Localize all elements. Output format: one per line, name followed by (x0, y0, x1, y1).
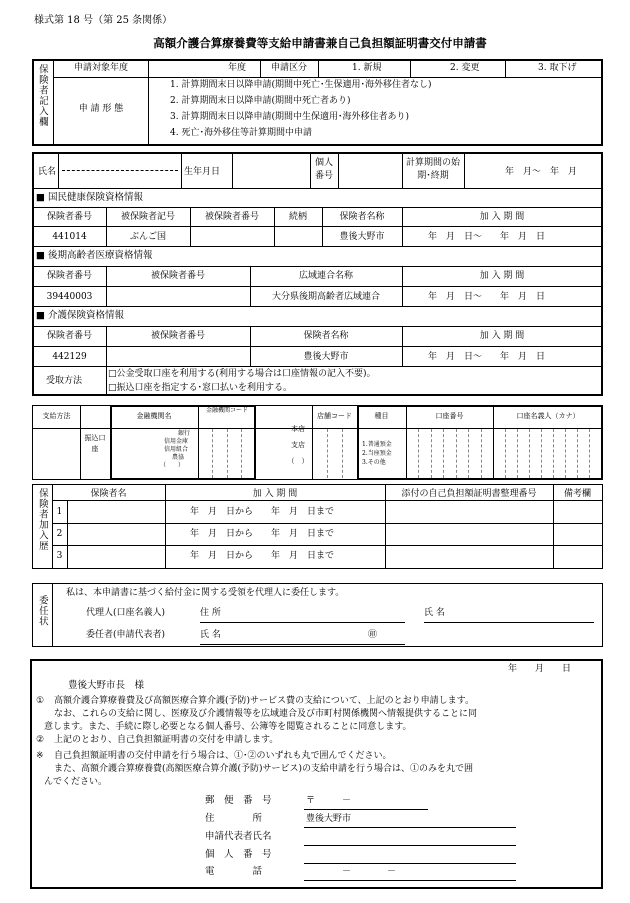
request-date[interactable]: 年 月 日 (508, 664, 572, 674)
agent-address-field[interactable] (225, 606, 403, 621)
account-number-label: 口座番号 (435, 412, 464, 420)
request-p1-line3: 意します。また、手続に際し必要となる個人番号、公簿等を閲覧されることに同意します。 (44, 722, 412, 732)
birth-date-label: 生年月日 (184, 167, 221, 177)
representative-name-label: 申請代表者氏名 (205, 831, 272, 842)
history-row-2-period[interactable]: 年 月 日から 年 月 日まで (190, 529, 335, 539)
account-holder-field[interactable] (494, 429, 602, 478)
care-insured-no-field[interactable] (107, 347, 249, 365)
agent-label: 代理人(口座名義人) (86, 608, 166, 618)
request-note-mark: ※ (36, 751, 44, 761)
account-type-ordinary[interactable]: 1.普通預金 (362, 441, 392, 448)
form-option-1[interactable]: 1. 計算期間末日以降申請(期間中死亡･生保適用･海外移住者なし) (170, 80, 432, 90)
elderly-union-name: 大分県後期高齢者広域連合 (271, 292, 380, 302)
address-label: 住 所 (205, 813, 263, 824)
bank-type-shinkumi: 信用組合 (164, 446, 189, 453)
account-holder-label: 口座名義人（カナ） (516, 412, 580, 420)
elderly-col-period: 加 入 期 間 (479, 271, 525, 281)
receipt-option-public[interactable]: □公金受取口座を利用する(利用する場合は口座情報の記入不要)。 (108, 369, 376, 379)
elderly-col-union: 広域連合名称 (298, 271, 353, 281)
account-type-other[interactable]: 3.その他 (362, 459, 386, 466)
request-p2: 上記のとおり、自己負担額証明書の交付を申請します。 (54, 735, 279, 745)
delegator-label: 委任者(申請代表者) (86, 630, 166, 640)
phone-field[interactable]: － － (342, 867, 397, 877)
request-personal-id-field[interactable] (306, 848, 516, 862)
history-row-3-insurer-field[interactable] (68, 546, 164, 567)
form-number: 様式第 18 号（第 25 条関係） (34, 15, 173, 26)
birth-date-field[interactable] (233, 154, 309, 187)
history-col-remarks: 備考欄 (563, 489, 591, 499)
elderly-col-insurer-no: 保険者番号 (46, 271, 92, 281)
history-row-3-no: 3 (56, 551, 63, 561)
personal-id-field[interactable] (339, 154, 401, 187)
account-type-current[interactable]: 2.当座預金 (362, 450, 392, 457)
national-insurer-name: 豊後大野市 (339, 232, 385, 242)
year-label: 年度 (228, 63, 247, 73)
calc-period-value[interactable]: 年 月～ 年 月 (505, 167, 578, 177)
national-insured-no-field[interactable] (191, 227, 273, 245)
calc-period-label: 計算期間の始期･終期 (405, 158, 460, 181)
care-col-insurer-name: 保険者名称 (303, 331, 349, 341)
form-option-4[interactable]: 4. 死亡･海外移住等計算期間中申請 (170, 128, 312, 138)
care-insurer-no: 442129 (52, 352, 87, 362)
agent-address-label: 住 所 (200, 608, 221, 618)
transfer-account-label: 振込口座 (84, 434, 106, 453)
insurer-side-label: 保険者記入欄 (36, 64, 48, 127)
history-col-insurer: 保険者名 (90, 489, 127, 499)
type-withdraw[interactable]: 3. 取下げ (538, 63, 577, 73)
delegation-text: 私は、本申請書に基づく給付金に関する受領を代理人に委任します。 (66, 588, 345, 598)
elderly-col-insured-no: 被保険者番号 (150, 271, 205, 281)
request-addressee: 豊後大野市長 様 (68, 680, 145, 691)
delegator-name-label: 氏 名 (200, 630, 221, 640)
elderly-insured-no-field[interactable] (107, 287, 249, 305)
request-note-line2: また、高額介護合算療養費(高額医療合算介護(予防)サービス)の支給申請を行う場合は、①のみを丸で囲 (54, 764, 474, 774)
form-option-3[interactable]: 3. 計算期間末日以降申請(期間中生保適用･海外移住者あり) (170, 112, 409, 122)
receipt-option-transfer[interactable]: □振込口座を指定する･窓口払いを利用する。 (108, 383, 293, 393)
postal-field[interactable]: 〒 － (306, 796, 352, 806)
delegation-side-label: 委任状 (36, 595, 48, 627)
delegator-name-field[interactable] (225, 628, 365, 643)
page-title: 高額介護合算療養費等支給申請書兼自己負担額証明書交付申請書 (153, 36, 487, 50)
care-col-insurer-no: 保険者番号 (46, 331, 92, 341)
type-new[interactable]: 1. 新規 (352, 63, 382, 73)
phone-label: 電 話 (205, 866, 263, 877)
care-col-insured-no: 被保険者番号 (150, 331, 205, 341)
bank-type-bank: 銀行 (178, 430, 191, 437)
target-year-label: 申請対象年度 (73, 63, 128, 73)
bank-type-nokyo: 農協 (172, 454, 185, 461)
elderly-period[interactable]: 年 月 日～ 年 月 日 (428, 292, 546, 302)
history-row-2-insurer-field[interactable] (68, 524, 164, 544)
representative-name-field[interactable] (306, 830, 516, 844)
national-symbol: ぶんご国 (129, 232, 166, 242)
national-relation-field[interactable] (275, 227, 321, 245)
national-col-insured-no: 被保険者番号 (204, 212, 259, 222)
history-row-2-no: 2 (56, 529, 63, 539)
elderly-insurer-no: 39440003 (46, 292, 93, 302)
history-row-1-period[interactable]: 年 月 日から 年 月 日まで (190, 507, 335, 517)
address-field[interactable]: 豊後大野市 (306, 814, 352, 824)
elderly-heading: ■ 後期高齢者医療資格情報 (36, 250, 153, 261)
history-row-3-period[interactable]: 年 月 日から 年 月 日まで (190, 551, 335, 561)
national-insurer-no: 441014 (52, 232, 87, 242)
national-col-relation: 続柄 (288, 212, 307, 222)
history-col-period: 加 入 期 間 (252, 489, 298, 499)
care-heading: ■ 介護保険資格情報 (36, 310, 124, 321)
bank-code-label: 金融機関コード (205, 407, 248, 414)
history-col-cert-no: 添付の自己負担額証明書整理番号 (401, 489, 537, 499)
postal-label: 郵 便 番 号 (205, 795, 272, 806)
applicant-name-label: 氏名 (38, 167, 57, 177)
national-col-insurer-no: 保険者番号 (46, 212, 92, 222)
national-col-symbol: 被保険者記号 (120, 212, 175, 222)
agent-name-label: 氏 名 (424, 608, 445, 618)
branch-code-field[interactable] (313, 429, 356, 478)
type-change[interactable]: 2. 変更 (450, 63, 480, 73)
national-heading: ■ 国民健康保険資格情報 (36, 192, 143, 203)
payment-method-label: 支給方法 (42, 412, 71, 420)
care-insurer-name: 豊後大野市 (303, 352, 349, 362)
bank-type-other: （ ） (160, 462, 185, 469)
branch-type-branch: 支店 (291, 441, 305, 449)
bank-type-shinkin: 信用金庫 (164, 438, 189, 445)
branch-type-other: （ ） (287, 457, 309, 465)
account-type-label: 種目 (374, 412, 389, 420)
applicant-name-field[interactable] (60, 172, 180, 186)
history-row-1-cert-field[interactable] (386, 501, 552, 522)
receipt-label: 受取方法 (46, 376, 83, 386)
request-note-line3: んでください。 (44, 777, 108, 787)
national-col-insurer-name: 保険者名称 (339, 212, 385, 222)
account-number-field[interactable] (407, 429, 492, 478)
type-label: 申請区分 (270, 63, 307, 73)
history-row-1-no: 1 (56, 507, 63, 517)
national-col-period: 加 入 期 間 (479, 212, 525, 222)
bank-name-label: 金融機関名 (136, 412, 172, 420)
request-p2-no: ② (36, 735, 45, 745)
form-option-2[interactable]: 2. 計算期間末日以降申請(期間中死亡者あり) (170, 96, 351, 106)
bank-code-field[interactable] (199, 429, 255, 478)
form-label: 申 請 形 態 (78, 104, 124, 114)
branch-type-main: 本店 (291, 425, 305, 433)
history-row-1-insurer-field[interactable] (68, 501, 164, 522)
national-period[interactable]: 年 月 日～ 年 月 日 (428, 232, 546, 242)
request-note-line1: 自己負担額証明書の交付申請を行う場合は、①･②のいずれも丸で囲んでください。 (54, 751, 392, 761)
agent-name-field[interactable] (450, 606, 592, 621)
branch-code-label: 店舗コード (317, 412, 352, 420)
care-col-period: 加 入 期 間 (479, 331, 525, 341)
request-personal-id-label: 個 人 番 号 (205, 849, 272, 860)
history-row-2-cert-field[interactable] (386, 524, 552, 544)
seal-mark: ㊞ (368, 630, 378, 640)
request-p1-no: ① (36, 696, 45, 706)
branch-name-field[interactable] (257, 429, 285, 478)
request-p1-line1: 高額介護合算療養費及び高額医療合算介護(予防)サービス費の支給について、上記のとおり申請します。 (54, 696, 474, 706)
request-p1-line2: なお、これらの支給に関し、医療及び介護情報等を広域連合及び市町村関係機関へ情報提供することに同 (54, 709, 478, 719)
history-row-3-cert-field[interactable] (386, 546, 552, 567)
care-period[interactable]: 年 月 日～ 年 月 日 (428, 352, 546, 362)
personal-id-label: 個人番号 (314, 158, 333, 181)
history-side-label: 保険者加入歴 (36, 488, 48, 551)
